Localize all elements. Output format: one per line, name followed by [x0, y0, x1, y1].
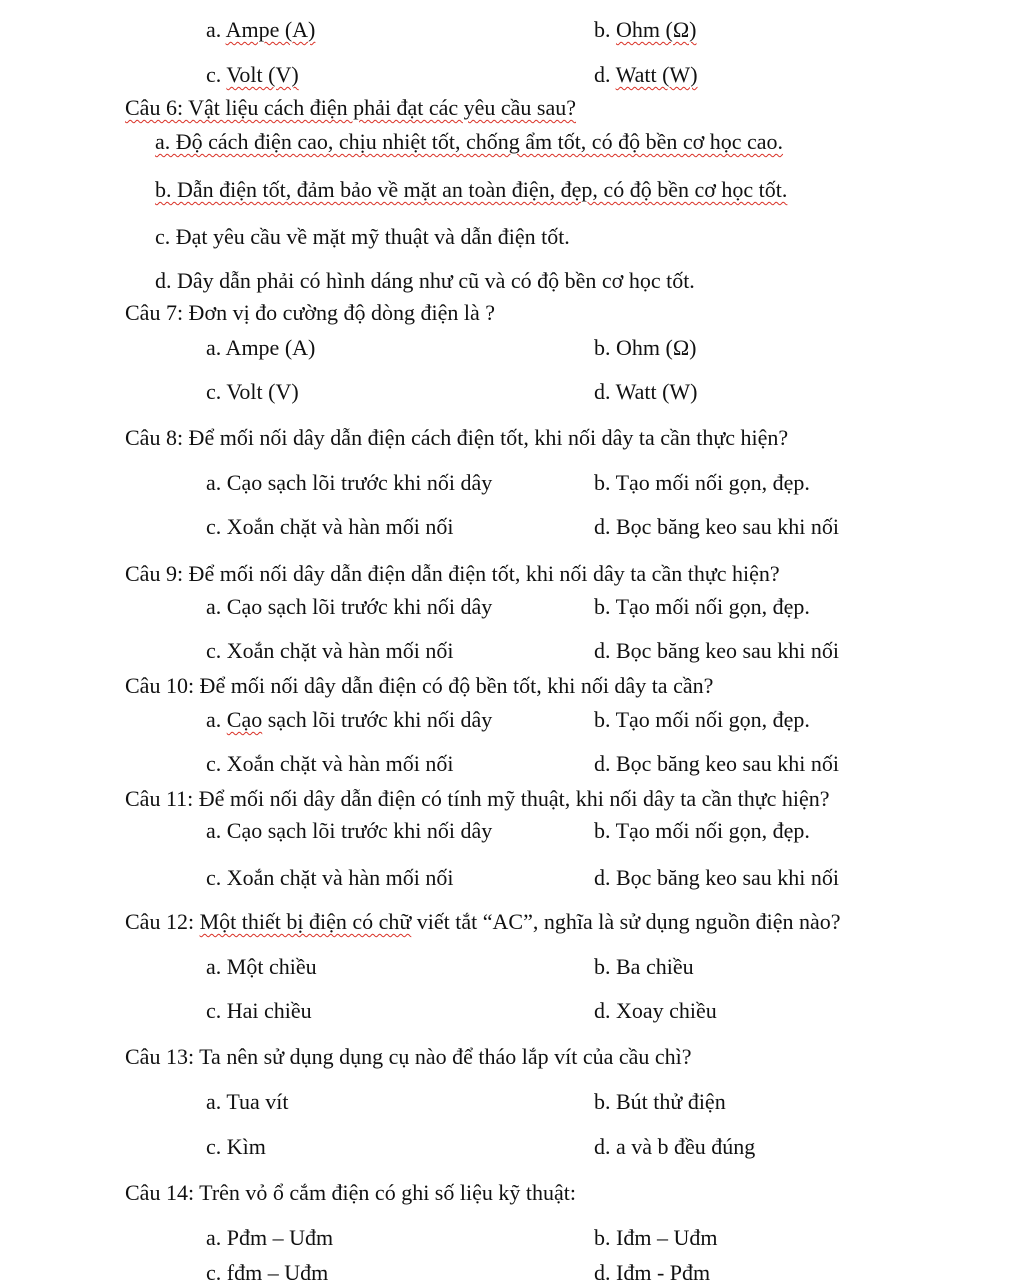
q7-option-c: c. Volt (V) [206, 379, 299, 404]
q8-option-c: c. Xoắn chặt và hàn mối nối [206, 514, 454, 539]
q9-option-d: d. Bọc băng keo sau khi nối [594, 638, 840, 663]
question-14: Câu 14: Trên vỏ ổ cắm điện có ghi số liệu kỹ thuật: [125, 1180, 576, 1205]
q12-option-d: d. Xoay chiều [594, 998, 717, 1023]
question-7: Câu 7: Đơn vị đo cường độ dòng điện là ? [125, 300, 496, 325]
q11-option-c: c. Xoắn chặt và hàn mối nối [206, 865, 454, 890]
q12-option-c: c. Hai chiều [206, 998, 312, 1023]
q6-option-b: b. Dẫn điện tốt, đảm bảo về mặt an toàn điện, đẹp, có độ bền cơ học tốt. [155, 177, 788, 202]
q8-option-b: b. Tạo mối nối gọn, đẹp. [594, 470, 810, 495]
q14-option-a: a. Pđm – Uđm [206, 1225, 334, 1250]
q11-option-b: b. Tạo mối nối gọn, đẹp. [594, 818, 810, 843]
q13-option-c: c. Kìm [206, 1134, 266, 1159]
question-10: Câu 10: Để mối nối dây dẫn điện có độ bền tốt, khi nối dây ta cần? [125, 673, 714, 698]
top-option-d: d. Watt (W) [594, 62, 698, 87]
q7-option-b: b. Ohm (Ω) [594, 335, 697, 360]
q9-option-c: c. Xoắn chặt và hàn mối nối [206, 638, 454, 663]
top-option-b: b. Ohm (Ω) [594, 17, 697, 42]
q7-option-d: d. Watt (W) [594, 379, 698, 404]
q10-option-a: a. Cạo sạch lõi trước khi nối dây [206, 707, 493, 732]
top-option-c: c. Volt (V) [206, 62, 299, 87]
q10-option-d: d. Bọc băng keo sau khi nối [594, 751, 840, 776]
q6-option-a: a. Độ cách điện cao, chịu nhiệt tốt, chống ẩm tốt, có độ bền cơ học cao. [155, 129, 784, 154]
q12-option-b: b. Ba chiều [594, 954, 694, 979]
question-11: Câu 11: Để mối nối dây dẫn điện có tính mỹ thuật, khi nối dây ta cần thực hiện? [125, 786, 830, 811]
q6-option-c: c. Đạt yêu cầu về mặt mỹ thuật và dẫn điện tốt. [155, 224, 570, 249]
q11-option-a: a. Cạo sạch lõi trước khi nối dây [206, 818, 493, 843]
q13-option-b: b. Bút thử điện [594, 1089, 726, 1114]
q9-option-b: b. Tạo mối nối gọn, đẹp. [594, 594, 810, 619]
q8-option-d: d. Bọc băng keo sau khi nối [594, 514, 840, 539]
q14-option-b: b. Iđm – Uđm [594, 1225, 718, 1250]
q12-option-a: a. Một chiều [206, 954, 317, 979]
question-9: Câu 9: Để mối nối dây dẫn điện dẫn điện tốt, khi nối dây ta cần thực hiện? [125, 561, 780, 586]
q13-option-a: a. Tua vít [206, 1089, 289, 1114]
q6-option-d: d. Dây dẫn phải có hình dáng như cũ và có độ bền cơ học tốt. [155, 268, 695, 293]
question-8: Câu 8: Để mối nối dây dẫn điện cách điện tốt, khi nối dây ta cần thực hiện? [125, 425, 789, 450]
top-option-a: a. Ampe (A) [206, 17, 316, 42]
question-12: Câu 12: Một thiết bị điện có chữ viết tắt “AC”, nghĩa là sử dụng nguồn điện nào? [125, 909, 841, 934]
q14-option-c: c. fđm – Uđm [206, 1260, 329, 1285]
q11-option-d: d. Bọc băng keo sau khi nối [594, 865, 840, 890]
q13-option-d: d. a và b đều đúng [594, 1134, 756, 1159]
q10-option-b: b. Tạo mối nối gọn, đẹp. [594, 707, 810, 732]
q9-option-a: a. Cạo sạch lõi trước khi nối dây [206, 594, 493, 619]
q10-option-c: c. Xoắn chặt và hàn mối nối [206, 751, 454, 776]
q14-option-d: d. Iđm - Pđm [594, 1260, 711, 1285]
question-6: Câu 6: Vật liệu cách điện phải đạt các yêu cầu sau? [125, 95, 577, 120]
question-13: Câu 13: Ta nên sử dụng dụng cụ nào để tháo lắp vít của cầu chì? [125, 1044, 692, 1069]
q8-option-a: a. Cạo sạch lõi trước khi nối dây [206, 470, 493, 495]
q7-option-a: a. Ampe (A) [206, 335, 316, 360]
